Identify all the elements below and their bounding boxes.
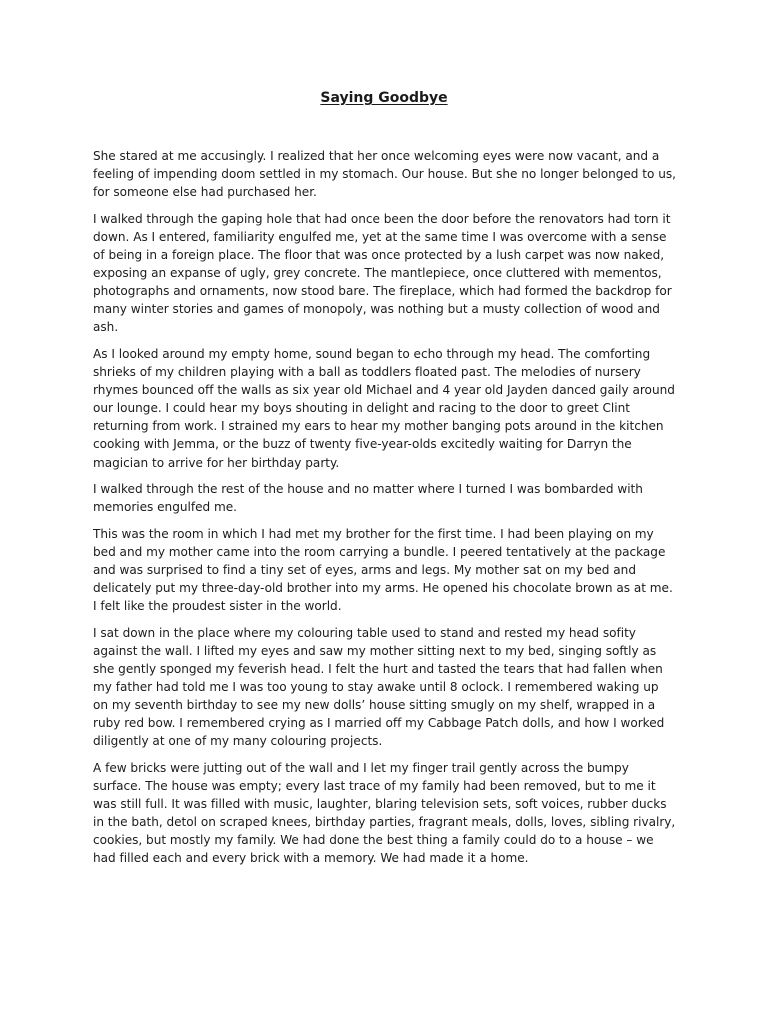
document-title: Saying Goodbye [320, 90, 448, 106]
paragraph: I walked through the gaping hole that had once been the door before the renovators had torn it down. As I entered, familiarity engulfed me, yet at the same time I was overcome with a sense of being in a foreign place. The floor that was once protected by a lush carpet was now naked, exposing an expanse of ugly, grey concrete. The mantlepiece, once cluttered with mementos, photographs and ornaments, now stood bare. The fireplace, which had formed the backdrop for many winter stories and games of monopoly, was nothing but a musty collection of wood and ash. [93, 211, 672, 335]
paragraph: A few bricks were jutting out of the wall and I let my finger trail gently across the bumpy surface. The house was empty; every last trace of my family had been removed, but to me it was still full. It was filled with music, laughter, blaring television sets, soft voices, rubber ducks in the bath, detol on scraped knees, birthday parties, fragrant meals, dolls, loves, sibling rivalry, cookies, but mostly my family. We had done the best thing a family could do to a house – we had filled each and every brick with a memory. We had made it a home. [93, 760, 676, 866]
document-body [93, 147, 677, 876]
paragraph: As I looked around my empty home, sound began to echo through my head. The comforting shrieks of my children playing with a ball as toddlers floated past. The melodies of nursery rhymes bounced off the walls as six year old Michael and 4 year old Jayden danced gaily around our lounge. I could hear my boys shouting in delight and racing to the door to greet Clint returning from work. I strained my ears to hear my mother banging pots around in the kitchen cooking with Jemma, or the buzz of twenty five-year-olds excitedly waiting for Darryn the magician to arrive for her birthday party. [93, 346, 675, 470]
paragraph: I walked through the rest of the house and no matter where I turned I was bombarded with memories engulfed me. [93, 482, 643, 515]
paragraph: She stared at me accusingly. I realized that her once welcoming eyes were now vacant, and a feeling of impending doom settled in my stomach. Our house. But she no longer belonged to us, for someone else had purchased her. [93, 149, 676, 200]
paragraph: I sat down in the place where my colouring table used to stand and rested my head sofity against the wall. I lifted my eyes and saw my mother sitting next to my bed, singing softly as she gently sponged my feverish head. I felt the hurt and tasted the tears that had fallen when my father had told me I was too young to stay awake until 8 oclock. I remembered waking up on my seventh birthday to see my new dolls’ house sitting smugly on my shelf, wrapped in a ruby red bow. I remembered crying as I married off my Cabbage Patch dolls, and how I worked diligently at one of my many colouring projects. [93, 625, 665, 749]
paragraph: This was the room in which I had met my brother for the first time. I had been playing on my bed and my mother came into the room carrying a bundle. I peered tentatively at the package and was surprised to find a tiny set of eyes, arms and legs. My mother sat on my bed and delicately put my three-day-old brother into my arms. He opened his chocolate brown as at me. I felt like the proudest sister in the world. [93, 526, 673, 614]
